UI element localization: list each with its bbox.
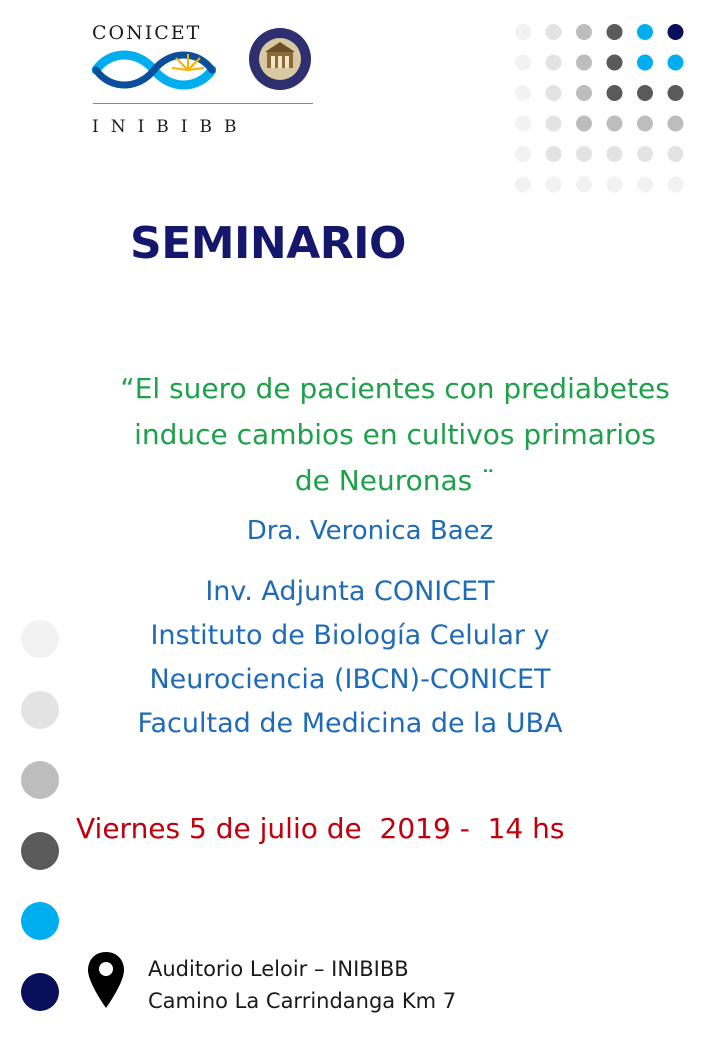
decorative-dot bbox=[576, 85, 592, 101]
map-pin-icon bbox=[86, 950, 126, 1012]
decorative-dot bbox=[607, 85, 623, 101]
decorative-dot bbox=[637, 24, 653, 40]
decorative-dot bbox=[21, 902, 59, 940]
decorative-dot bbox=[515, 177, 531, 193]
decorative-dot bbox=[576, 146, 592, 162]
decorative-dot bbox=[637, 146, 653, 162]
decorative-dot-grid bbox=[515, 24, 695, 204]
logo-divider bbox=[93, 103, 313, 104]
decorative-dot bbox=[637, 85, 653, 101]
decorative-dot bbox=[21, 832, 59, 870]
decorative-dot bbox=[637, 177, 653, 193]
decorative-dot bbox=[668, 85, 684, 101]
decorative-dot bbox=[668, 146, 684, 162]
decorative-dot bbox=[607, 177, 623, 193]
talk-title bbox=[95, 366, 695, 504]
decorative-dot bbox=[21, 761, 59, 799]
decorative-dot bbox=[637, 55, 653, 71]
location-line: Auditorio Leloir – INIBIBB bbox=[148, 957, 409, 981]
decorative-dot bbox=[515, 55, 531, 71]
decorative-dot bbox=[546, 116, 562, 132]
affiliation-line: Instituto de Biología Celular y bbox=[150, 620, 550, 651]
conicet-infinity-logo-icon bbox=[92, 48, 216, 92]
page-title: SEMINARIO bbox=[130, 218, 406, 269]
decorative-dot bbox=[607, 116, 623, 132]
decorative-dot bbox=[21, 620, 59, 658]
decorative-dot bbox=[546, 177, 562, 193]
decorative-dot bbox=[21, 691, 59, 729]
talk-title-line: “El suero de pacientes con prediabetes bbox=[120, 372, 670, 405]
decorative-dot bbox=[607, 55, 623, 71]
decorative-dot bbox=[668, 116, 684, 132]
decorative-dot bbox=[576, 116, 592, 132]
speaker-name: Dra. Veronica Baez bbox=[246, 516, 494, 546]
inibibb-logo-text: INIBIBB bbox=[92, 117, 249, 137]
talk-title-line: induce cambios en cultivos primarios bbox=[134, 418, 656, 451]
speaker-affiliation bbox=[70, 570, 630, 746]
decorative-dot bbox=[515, 146, 531, 162]
decorative-dot bbox=[546, 146, 562, 162]
talk-title-line: de Neuronas ¨ bbox=[294, 464, 496, 497]
event-location bbox=[148, 953, 456, 1017]
decorative-dot bbox=[515, 24, 531, 40]
location-line: Camino La Carrindanga Km 7 bbox=[148, 989, 457, 1013]
decorative-dot bbox=[637, 116, 653, 132]
decorative-dot bbox=[546, 55, 562, 71]
event-datetime: Viernes 5 de julio de 2019 - 14 hs bbox=[76, 812, 565, 845]
affiliation-line: Neurociencia (IBCN)-CONICET bbox=[149, 664, 551, 695]
decorative-dot bbox=[576, 177, 592, 193]
decorative-dot bbox=[515, 116, 531, 132]
affiliation-line: Facultad de Medicina de la UBA bbox=[137, 708, 563, 739]
decorative-dot bbox=[515, 85, 531, 101]
decorative-dot bbox=[668, 55, 684, 71]
decorative-dot bbox=[546, 85, 562, 101]
decorative-dot bbox=[546, 24, 562, 40]
decorative-dot bbox=[576, 24, 592, 40]
decorative-dot bbox=[21, 973, 59, 1011]
decorative-dot bbox=[668, 24, 684, 40]
decorative-dot bbox=[576, 55, 592, 71]
conicet-logo-text: CONICET bbox=[92, 22, 202, 44]
university-seal-icon bbox=[247, 26, 313, 92]
decorative-dot bbox=[668, 177, 684, 193]
decorative-dot bbox=[607, 146, 623, 162]
decorative-dot bbox=[607, 24, 623, 40]
affiliation-line: Inv. Adjunta CONICET bbox=[205, 576, 495, 607]
